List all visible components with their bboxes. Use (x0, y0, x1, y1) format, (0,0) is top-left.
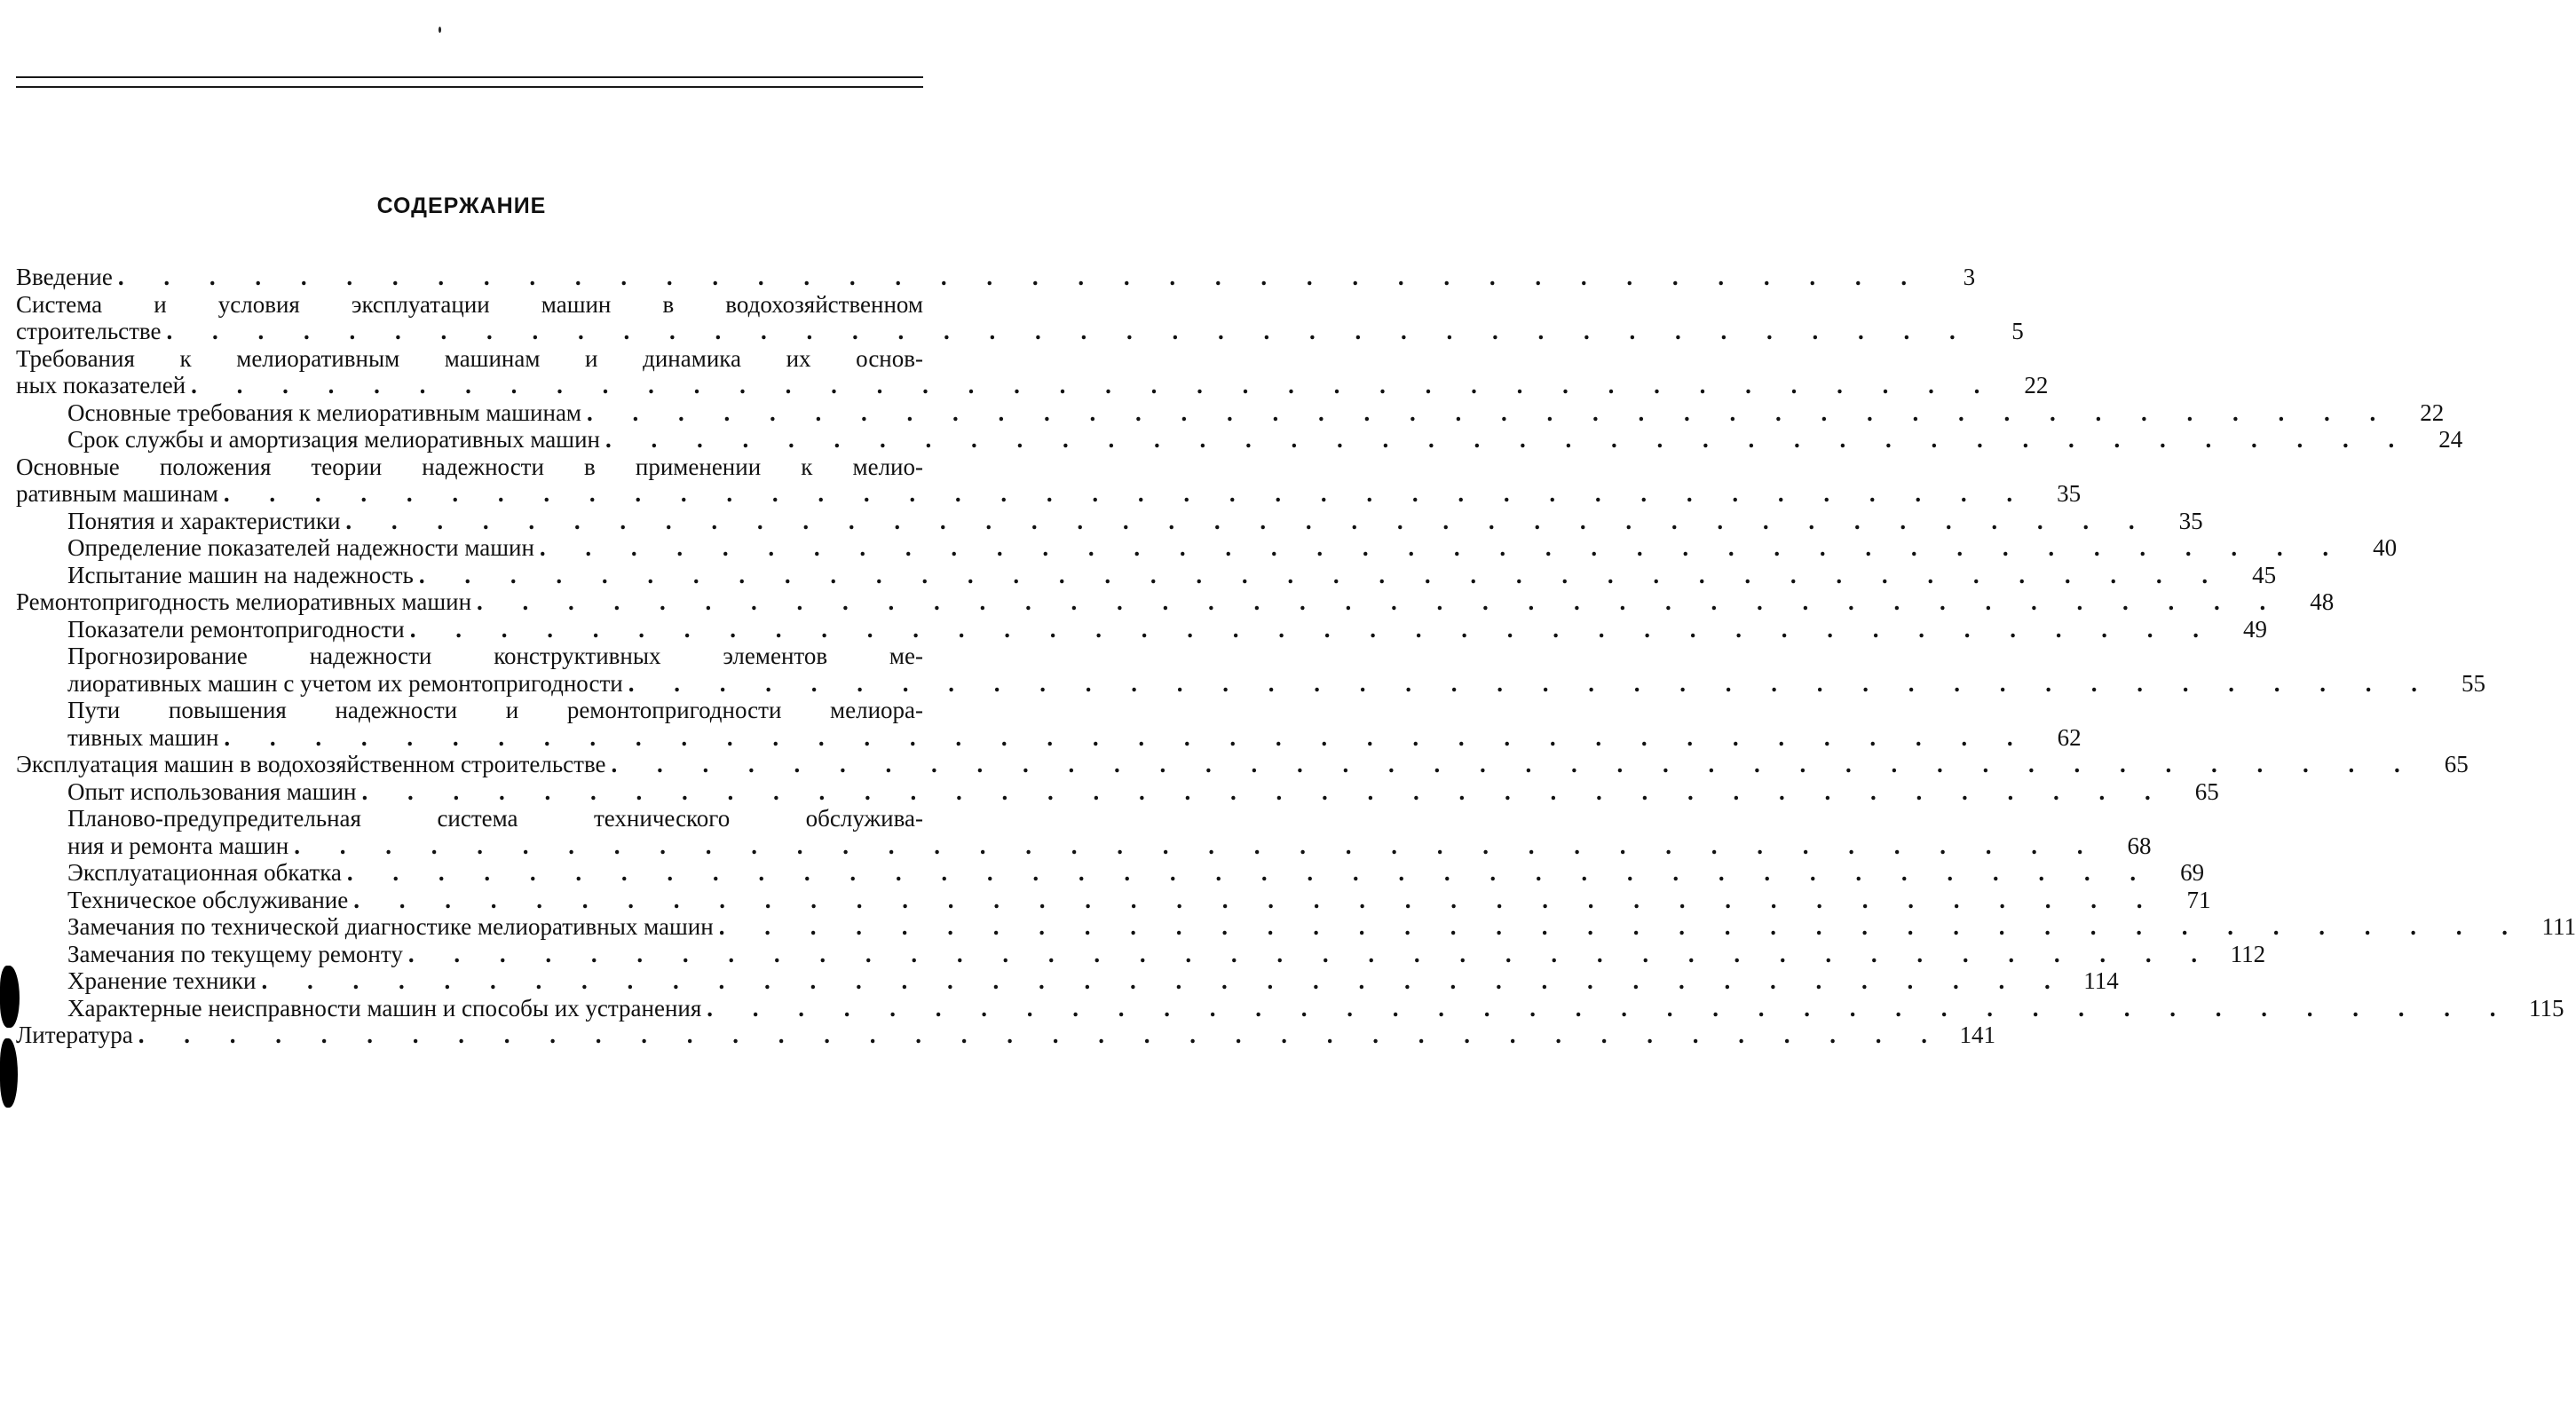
toc-entry-text: Планово-предупредительная система технического обслужива- (67, 805, 923, 832)
dot-leader: . . . . . . . . . . . . . . . . . . . . . . . . . . . . . . . . . . . . . . . . (539, 534, 2346, 561)
toc-entry-line (16, 777, 2219, 806)
toc-entry-line (16, 588, 2335, 616)
toc-entry-line (16, 886, 2211, 914)
toc-page-number: 48 (2310, 588, 2335, 615)
toc-entry-line (16, 967, 2119, 995)
toc-entry-text: Характерные неисправности машин и способы их устранения (67, 994, 702, 1022)
toc-entry-text: Понятия и характеристики (67, 507, 341, 534)
ink-blot (0, 966, 20, 1028)
dot-leader: . . . . . . . . . . . . . . . . . . . . . . . . . . . . . . . . . . . . . . . . (345, 507, 2152, 534)
header-rule-bottom (16, 86, 923, 88)
dot-leader: . . . . . . . . . . . . . . . . . . . . . . . . . . . . . . . . . . . . . . . . (409, 615, 2216, 643)
toc-page-number: 3 (1963, 264, 1976, 290)
toc-page-number: 40 (2373, 534, 2398, 561)
toc-entry-text: Ремонтопригодность мелиоративных машин (16, 588, 472, 615)
toc-page-number: 114 (2083, 967, 2119, 994)
toc-page-number: 55 (2461, 669, 2485, 697)
toc-entry-text: Основные положения теории надежности в применении к мелио- (16, 453, 923, 480)
toc-entry-text: Опыт использования машин (67, 777, 357, 805)
dot-leader: . . . . . . . . . . . . . . . . . . . . . . . . . . . . . . . . . . . . . . . . (138, 1022, 1945, 1048)
toc-entry-line (16, 398, 2445, 427)
toc-entry-text: Определение показателей надежности машин (67, 534, 534, 561)
toc-page-number: 115 (2529, 994, 2564, 1022)
dot-leader: . . . . . . . . . . . . . . . . . . . . . . . . . . . . . . . . . . . . . . . . (224, 723, 2030, 751)
toc-entry-line (16, 426, 2463, 454)
toc-page-number: 71 (2186, 886, 2211, 913)
toc-page-number: 22 (2024, 372, 2049, 398)
dot-leader: . . . . . . . . . . . . . . . . . . . . . . . . . . . . . . . . . . . . . . . . (191, 372, 1997, 398)
toc-entry-line (16, 264, 1976, 291)
toc-page-number: 69 (2180, 859, 2205, 886)
toc-page-number: 49 (2242, 615, 2267, 643)
toc-page-number: 68 (2127, 832, 2152, 859)
toc-entry-line (16, 615, 2267, 643)
toc-entry-line (16, 643, 923, 670)
toc-page-number: 65 (2194, 777, 2219, 805)
toc-page-number: 65 (2444, 751, 2469, 777)
toc-entry-line (16, 994, 2564, 1022)
toc-entry-text: Замечания по текущему ремонту (67, 940, 403, 967)
toc-entry-text: Замечания по технической диагностике мелиоративных машин (67, 913, 714, 940)
dot-leader: . . . . . . . . . . . . . . . . . . . . . . . . . . . . . . . . . . . . . . . . (166, 318, 1972, 344)
dot-leader: . . . . . . . . . . . . . . . . . . . . . . . . . . . . . . . . . . . . . . . . (117, 264, 1924, 290)
toc-page-number: 141 (1959, 1022, 1996, 1048)
dot-leader: . . . . . . . . . . . . . . . . . . . . . . . . . . . . . . . . . . . . . . . . (353, 886, 2160, 913)
toc-entry-line (16, 805, 923, 832)
toc-page-number: 62 (2057, 723, 2082, 751)
dot-leader: . . . . . . . . . . . . . . . . . . . . . . . . . . . . . . . . . . . . . . . . (718, 913, 2525, 940)
dot-leader: . . . . . . . . . . . . . . . . . . . . . . . . . . . . . . . . . . . . . . . . (628, 669, 2434, 697)
page-title: СОДЕРЖАНИЕ (376, 193, 547, 218)
toc-entry-line (16, 480, 2082, 508)
toc-entry-text: Показатели ремонтопригодности (67, 615, 405, 643)
toc-page-number: 35 (2057, 480, 2082, 507)
toc-entry-text: Эксплуатационная обкатка (67, 859, 342, 886)
dot-leader: . . . . . . . . . . . . . . . . . . . . . . . . . . . . . . . . . . . . . . . . (294, 832, 2100, 859)
toc-entry-line (16, 534, 2398, 562)
toc-entry-text: Литература (16, 1022, 133, 1048)
toc-entry-text: лиоративных машин с учетом их ремонтопригодности (67, 669, 623, 697)
dot-leader: . . . . . . . . . . . . . . . . . . . . . . . . . . . . . . . . . . . . . . . . (223, 480, 2030, 507)
toc-entry-line (16, 859, 2205, 887)
toc-page-number: 22 (2420, 398, 2445, 426)
toc-page-number: 24 (2438, 426, 2463, 453)
toc-entry-line (16, 345, 923, 373)
toc-entry-text: Прогнозирование надежности конструктивных элементов ме- (67, 643, 923, 669)
toc-entry-line (16, 832, 2152, 860)
dot-leader: . . . . . . . . . . . . . . . . . . . . . . . . . . . . . . . . . . . . . . . . (261, 967, 2067, 994)
toc-page-number: 111 (2541, 913, 2576, 940)
toc-entry-line (16, 913, 2576, 941)
toc-page-number: 35 (2178, 507, 2203, 534)
toc-entry-line (16, 723, 2082, 752)
toc-entry-text: Основные требования к мелиоративным машинам (67, 398, 582, 426)
dot-leader: . . . . . . . . . . . . . . . . . . . . . . . . . . . . . . . . . . . . . . . . (361, 777, 2168, 805)
dot-leader: . . . . . . . . . . . . . . . . . . . . . . . . . . . . . . . . . . . . . . . . (611, 751, 2417, 777)
toc-entry-text: ративным машинам (16, 480, 218, 507)
toc-entry-text: Хранение техники (67, 967, 257, 994)
toc-entry-line (16, 561, 2277, 589)
toc-entry-text: Эксплуатация машин в водохозяйственном строительстве (16, 751, 606, 777)
dot-leader: . . . . . . . . . . . . . . . . . . . . . . . . . . . . . . . . . . . . . . . . (707, 994, 2513, 1022)
toc-entry-text: Введение (16, 264, 113, 290)
dot-leader: . . . . . . . . . . . . . . . . . . . . . . . . . . . . . . . . . . . . . . . . (477, 588, 2283, 615)
toc-entry-text: Техническое обслуживание (67, 886, 349, 913)
toc-entry-text: Требования к мелиоративным машинам и динамика их основ- (16, 344, 923, 372)
toc-entry-line (16, 454, 923, 481)
toc-entry-text: ния и ремонта машин (67, 832, 289, 859)
toc-entry-text: Пути повышения надежности и ремонтопригодности мелиора- (67, 697, 923, 723)
toc-entry-text: Система и условия эксплуатации машин в водохозяйственном (16, 290, 923, 318)
toc-page-number: 5 (2011, 318, 2024, 344)
header-rule-top (16, 76, 923, 78)
toc-entry-line (16, 1022, 1996, 1049)
toc-entry-line (16, 291, 923, 319)
dot-leader: . . . . . . . . . . . . . . . . . . . . . . . . . . . . . . . . . . . . . . . . (604, 426, 2412, 453)
dot-leader: . . . . . . . . . . . . . . . . . . . . . . . . . . . . . . . . . . . . . . . . (587, 398, 2393, 426)
toc-entry-text: тивных машин (67, 723, 219, 751)
toc-entry-line (16, 940, 2266, 968)
toc-entry-line (16, 507, 2203, 535)
toc-page-number: 45 (2252, 561, 2277, 588)
toc-entry-line (16, 751, 2469, 778)
toc-entry-text: Испытание машин на надежность (67, 561, 414, 588)
toc-page-number: 112 (2230, 940, 2266, 967)
toc-entry-line (16, 318, 2024, 345)
toc-entry-line (16, 372, 2049, 399)
dot-leader: . . . . . . . . . . . . . . . . . . . . . . . . . . . . . . . . . . . . . . . . (346, 859, 2153, 886)
toc-entry-line (16, 669, 2485, 698)
toc-entry-text: ных показателей (16, 372, 186, 398)
toc-entry-text: Срок службы и амортизация мелиоративных машин (67, 426, 600, 453)
dot-leader: . . . . . . . . . . . . . . . . . . . . . . . . . . . . . . . . . . . . . . . . (418, 561, 2225, 588)
table-of-contents (16, 264, 2576, 1049)
print-speck (439, 27, 441, 33)
toc-entry-line (16, 697, 923, 724)
ink-blot (0, 1038, 18, 1108)
dot-leader: . . . . . . . . . . . . . . . . . . . . . . . . . . . . . . . . . . . . . . . . (407, 940, 2215, 967)
toc-entry-text: строительстве (16, 318, 162, 344)
